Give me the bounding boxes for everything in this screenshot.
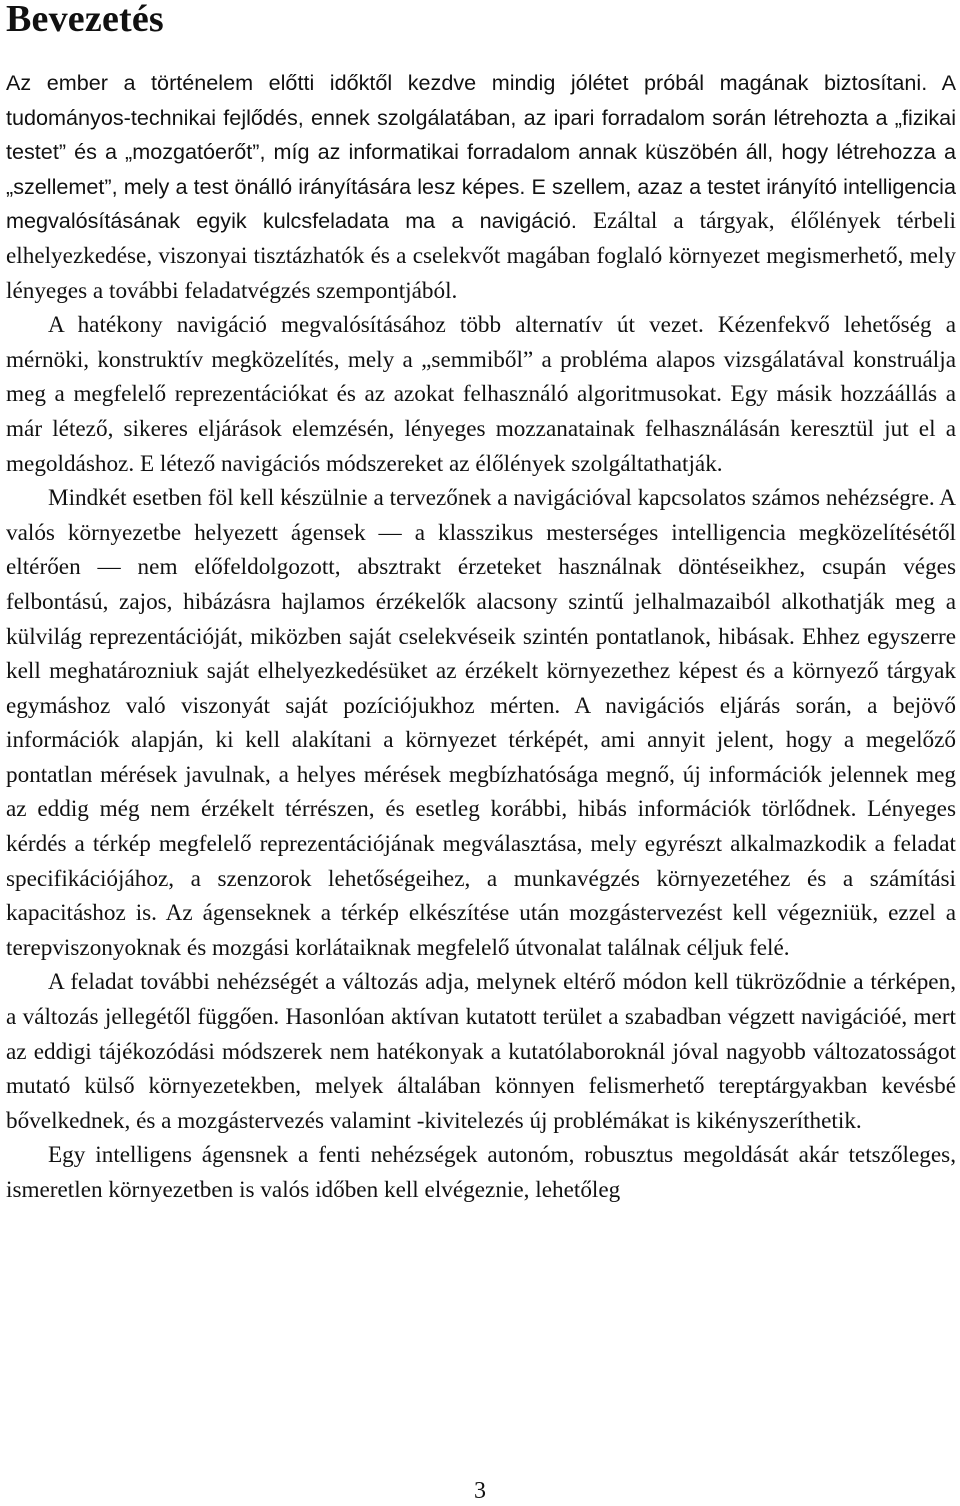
paragraph-5: Egy intelligens ágensnek a fenti nehézségek autonóm, robusztus megoldását akár tetszőleges, ismeretlen környezetben is valós időben kell elvégeznie, lehetőleg <box>6 1142 956 1203</box>
body-text <box>6 66 956 1208</box>
page-number: 3 <box>474 1478 486 1504</box>
paragraph-3: Mindkét esetben föl kell készülnie a tervezőnek a navigációval kapcsolatos számos nehézségre. A valós környezetbe helyezett ágensek — a klasszikus mesterséges intelligencia megközelítésétől eltérően — nem előfeldolgozott, absztrakt érzeteket használnak döntéseikhez, csupán véges felbontású, zajos, hibázásra hajlamos érzékelők alacsony szintű jelhalmazaiból alkothatják meg a külvilág reprezentációját, miközben saját cselekvéseik szintén pontatlanok, hibásak. Ehhez egyszerre kell meghatározniuk saját elhelyezkedésüket az érzékelt környezethez képest és a környező tárgyak egymáshoz való viszonyát saját pozíciójukhoz mérten. A navigációs eljárás során, a bejövő információk alapján, ki kell alakítani a környezet térképét, ami annyit jelent, hogy a megelőző pontatlan mérések javulnak, a helyes mérések megbízhatósága megnő, új információk jelennek meg az eddig még nem érzékelt térrészen, és esetleg korábbi, hibás információk törlődnek. Lényeges kérdés a térkép megfelelő reprezentációjának megválasztása, mely egyrészt alkalmazkodik a feladat specifikációjához, a szenzorok lehetőségeihez, a munkavégzés környezetéhez és a számítási kapacitáshoz is. Az ágenseknek a térkép elkészítése után mozgástervezést kell végezniük, ezzel a terepviszonyoknak és mozgási korlátaiknak megfelelő útvonalat találnak céljuk felé. <box>6 485 956 961</box>
paragraph-1 <box>6 66 956 308</box>
paragraph-2: A hatékony navigáció megvalósításához több alternatív út vezet. Kézenfekvő lehetőség a mérnöki, konstruktív megközelítés, mely a „semmiből” a probléma alapos vizsgálatával konstruálja meg a megfelelő reprezentációkat és az azokat felhasználó algoritmusokat. Egy másik hozzáállás a már létező, sikeres eljárások elemzésén, lényeges mozzanatainak felhasználásán keresztül jut el a megoldáshoz. E létező navigációs módszereket az élőlények szolgáltathatják. <box>6 312 956 477</box>
paragraph-4: A feladat további nehézségét a változás adja, melynek eltérő módon kell tükröződnie a térképen, a változás jellegétől függően. Hasonlóan aktívan kutatott terület a szabadban végzett navigációé, mert az eddigi tájékozódási módszerek nem hatékonyak a kutatólaboroknál jóval nagyobb változatosságot mutató külső környezetekben, melyek általában könnyen felismerhető tereptárgyakban kevésbé bővelkednek, és a mozgástervezés valamint -kivitelezés új problémákat is kikényszeríthetik. <box>6 969 956 1134</box>
paragraph-1-sans-part: Az ember a történelem előtti időktől kezdve mindig jólétet próbál magának biztosítani. A tudományos-technikai fejlődés, ennek szolgálatában, az ipari forradalom során létrehozta a „fizikai testet” és a „mozgatóerőt”, míg az informatikai forradalom annak küszöbén áll, hogy létrehozza a „szellemet”, mely a test önálló irányítására lesz képes. E szellem, azaz a testet irányító intelligencia megvalósításának egyik kulcsfeladata ma a navigáció. <box>6 70 956 234</box>
paragraph-1-serif-part: Ezáltal a tárgyak, élőlények térbeli elhelyezkedése, viszonyai tisztázhatók és a cselekvőt magában foglaló környezet megismerhető, mely lényeges a további feladatvégzés szempontjából. <box>6 208 956 304</box>
chapter-title: Bevezetés <box>6 0 164 40</box>
